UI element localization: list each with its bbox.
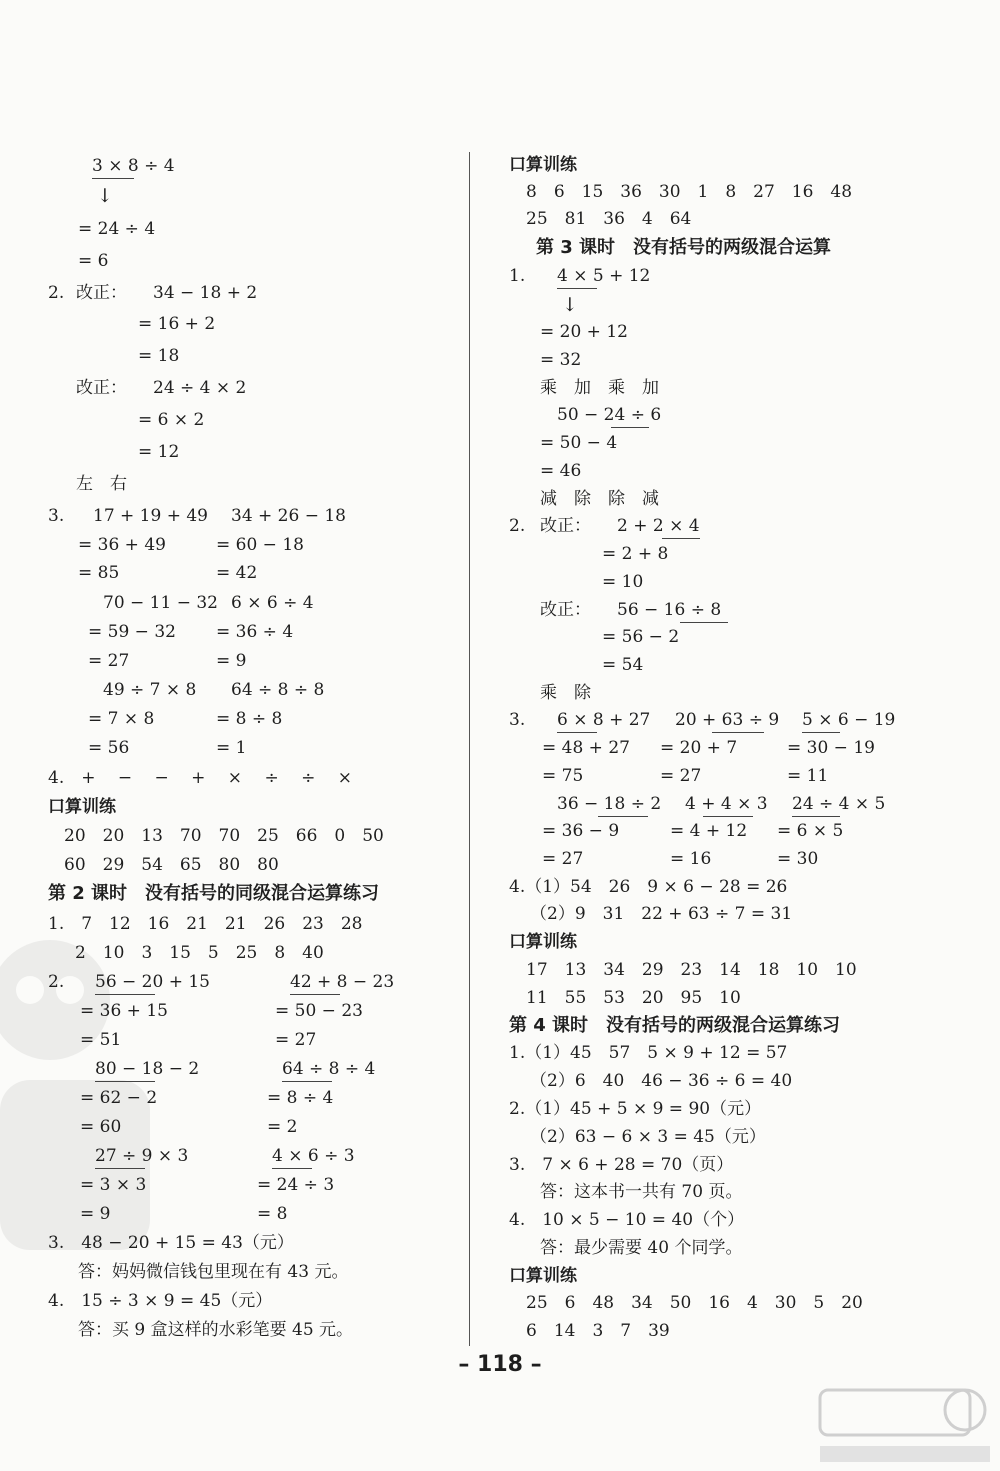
answer-line: = 54 <box>602 655 644 675</box>
section-heading: 口算训练 <box>509 932 577 952</box>
answer-line: 4. 15 ÷ 3 × 9 = 45（元） <box>48 1291 273 1311</box>
answer-line: = 24 ÷ 4 <box>78 219 156 239</box>
step-underline <box>662 538 700 539</box>
page-number: – 118 – <box>458 1352 542 1377</box>
section-heading: 第 4 课时 没有括号的两级混合运算练习 <box>509 1015 841 1036</box>
step-underline <box>703 816 753 817</box>
answer-line: 改正： <box>76 378 127 398</box>
answer-line: = 8 ÷ 8 <box>216 709 283 729</box>
answer-line: = 8 <box>257 1204 288 1224</box>
answer-line: = 6 × 5 <box>777 821 844 841</box>
answer-line: = 11 <box>787 766 829 786</box>
step-underline <box>557 288 597 289</box>
answer-line: 4.（1）54 26 9 × 6 − 28 = 26 <box>509 877 788 897</box>
answer-line: = 9 <box>80 1204 111 1224</box>
answer-line: 改正： <box>76 283 127 303</box>
section-heading: 第 2 课时 没有括号的同级混合运算练习 <box>48 883 380 904</box>
answer-line: = 1 <box>216 738 247 758</box>
step-underline <box>611 427 649 428</box>
answer-line: （2）9 31 22 + 63 ÷ 7 = 31 <box>530 904 793 924</box>
step-underline <box>272 1168 312 1169</box>
section-heading: 口算训练 <box>48 797 116 817</box>
step-underline <box>712 732 764 733</box>
step-underline <box>598 816 648 817</box>
answer-line: 24 ÷ 4 × 2 <box>153 378 247 398</box>
section-heading: 口算训练 <box>509 155 577 175</box>
step-underline <box>792 816 840 817</box>
answer-line: 乘 除 <box>540 683 591 703</box>
answer-line: 27 ÷ 9 × 3 <box>95 1146 189 1166</box>
answer-line: = 2 + 8 <box>602 544 669 564</box>
answer-line: = 51 <box>80 1030 122 1050</box>
answer-line: = 36 + 15 <box>80 1001 168 1021</box>
answer-line: 4 + 4 × 3 <box>685 794 768 814</box>
answer-line: = 46 <box>540 461 582 481</box>
answer-line: 3. 48 − 20 + 15 = 43（元） <box>48 1233 294 1253</box>
site-logo-watermark-icon <box>800 1380 1000 1471</box>
answer-line: 2 10 3 15 5 25 8 40 <box>75 943 324 963</box>
answer-line: = 27 <box>660 766 702 786</box>
answer-line: = 8 ÷ 4 <box>267 1088 334 1108</box>
answer-line: 60 29 54 65 80 80 <box>64 855 279 875</box>
step-underline <box>557 732 597 733</box>
answer-line: 11 55 53 20 95 10 <box>526 988 741 1008</box>
answer-line: = 48 + 27 <box>542 738 630 758</box>
answer-line: 4. 10 × 5 − 10 = 40（个） <box>509 1210 745 1230</box>
section-heading: 第 3 课时 没有括号的两级混合运算 <box>536 237 832 258</box>
answer-line: （2）63 − 6 × 3 = 45（元） <box>530 1127 766 1147</box>
answer-line: 答：妈妈微信钱包里现在有 43 元。 <box>78 1262 349 1282</box>
answer-line: 乘 加 乘 加 <box>540 378 659 398</box>
answer-line: = 20 + 7 <box>660 738 738 758</box>
down-arrow-icon: ↓ <box>562 294 578 316</box>
answer-line: = 3 × 3 <box>80 1175 147 1195</box>
answer-line: 25 81 36 4 64 <box>526 209 692 229</box>
answer-line: 6 × 6 ÷ 4 <box>231 593 314 613</box>
answer-line: = 50 − 4 <box>540 433 618 453</box>
answer-line: = 60 <box>80 1117 122 1137</box>
answer-line: = 27 <box>88 651 130 671</box>
answer-line: 2. <box>509 516 526 536</box>
section-heading: 口算训练 <box>509 1266 577 1286</box>
answer-line: 34 − 18 + 2 <box>153 283 258 303</box>
answer-line: = 56 <box>88 738 130 758</box>
step-underline <box>92 178 134 179</box>
answer-line: 2. <box>48 972 65 992</box>
answer-line: 17 13 34 29 23 14 18 10 10 <box>526 960 857 980</box>
answer-line: 答：这本书一共有 70 页。 <box>540 1182 743 1202</box>
answer-line: 8 6 15 36 30 1 8 27 16 48 <box>526 182 853 202</box>
down-arrow-icon: ↓ <box>97 185 113 207</box>
answer-line: = 9 <box>216 651 247 671</box>
answer-line: 6 × 8 + 27 <box>557 710 651 730</box>
answer-line: 25 6 48 34 50 16 4 30 5 20 <box>526 1293 863 1313</box>
answer-line: = 30 <box>777 849 819 869</box>
answer-line: （2）6 40 46 − 36 ÷ 6 = 40 <box>530 1071 793 1091</box>
answer-line: = 36 + 49 <box>78 535 166 555</box>
answer-line: 20 + 63 ÷ 9 <box>675 710 780 730</box>
answer-line: = 75 <box>542 766 584 786</box>
answer-line: = 20 + 12 <box>540 322 628 342</box>
answer-line: 左 右 <box>76 474 127 494</box>
answer-line: 24 ÷ 4 × 5 <box>792 794 886 814</box>
answer-line: 减 除 除 减 <box>540 489 659 509</box>
answer-line: = 12 <box>138 442 180 462</box>
answer-line: = 50 − 23 <box>275 1001 363 1021</box>
answer-line: = 32 <box>540 350 582 370</box>
answer-line: = 18 <box>138 346 180 366</box>
answer-line: = 85 <box>78 563 120 583</box>
answer-line: 50 − 24 ÷ 6 <box>557 405 662 425</box>
answer-line: 2. <box>48 283 65 303</box>
answer-line: 答：买 9 盒这样的水彩笔要 45 元。 <box>78 1320 354 1340</box>
step-underline <box>802 732 840 733</box>
answer-line: 56 − 20 + 15 <box>95 972 210 992</box>
answer-line: 改正： <box>540 516 591 536</box>
answer-line: = 42 <box>216 563 258 583</box>
answer-line: = 59 − 32 <box>88 622 176 642</box>
answer-line: = 36 ÷ 4 <box>216 622 294 642</box>
answer-line: 1. <box>509 266 526 286</box>
step-underline <box>282 1081 332 1082</box>
answer-line: = 36 − 9 <box>542 821 620 841</box>
answer-line: = 6 × 2 <box>138 410 205 430</box>
answer-line: 答：最少需要 40 个同学。 <box>540 1238 743 1258</box>
answer-line: 64 ÷ 8 ÷ 8 <box>231 680 325 700</box>
step-underline <box>95 994 155 995</box>
answer-line: 36 − 18 ÷ 2 <box>557 794 662 814</box>
answer-line: = 27 <box>542 849 584 869</box>
answer-line: = 16 + 2 <box>138 314 216 334</box>
answer-line: 70 − 11 − 32 <box>103 593 218 613</box>
answer-line: 2.（1）45 + 5 × 9 = 90（元） <box>509 1099 762 1119</box>
answer-line: 1.（1）45 57 5 × 9 + 12 = 57 <box>509 1043 788 1063</box>
answer-line: 64 ÷ 8 ÷ 4 <box>282 1059 376 1079</box>
answer-line: = 10 <box>602 572 644 592</box>
step-underline <box>680 622 728 623</box>
answer-line: 6 14 3 7 39 <box>526 1321 670 1341</box>
answer-line: = 60 − 18 <box>216 535 304 555</box>
answer-line: 改正： <box>540 600 591 620</box>
answer-line: 3. 7 × 6 + 28 = 70（页） <box>509 1155 734 1175</box>
answer-line: 34 + 26 − 18 <box>231 506 346 526</box>
answer-line: 20 20 13 70 70 25 66 0 50 <box>64 826 384 846</box>
answer-line: = 7 × 8 <box>88 709 155 729</box>
answer-line: 49 ÷ 7 × 8 <box>103 680 197 700</box>
answer-line: 3 × 8 ÷ 4 <box>92 156 175 176</box>
answer-line: 42 + 8 − 23 <box>290 972 395 992</box>
answer-line: = 16 <box>670 849 712 869</box>
step-underline <box>290 994 340 995</box>
answer-line: 2 + 2 × 4 <box>617 516 700 536</box>
answer-line: = 2 <box>267 1117 298 1137</box>
answer-line: = 56 − 2 <box>602 627 680 647</box>
answer-line: 5 × 6 − 19 <box>802 710 896 730</box>
step-underline <box>95 1168 145 1169</box>
answer-line: 3. <box>48 506 65 526</box>
column-divider <box>469 152 470 1346</box>
answer-line: 4. + − − + × ÷ ÷ × <box>48 768 352 788</box>
answer-line: 1. 7 12 16 21 21 26 23 28 <box>48 914 363 934</box>
answer-line: 4 × 5 + 12 <box>557 266 651 286</box>
answer-line: 3. <box>509 710 526 730</box>
answer-line: = 27 <box>275 1030 317 1050</box>
answer-line: = 6 <box>78 251 109 271</box>
answer-line: 4 × 6 ÷ 3 <box>272 1146 355 1166</box>
answer-line: = 4 + 12 <box>670 821 748 841</box>
answer-line: = 62 − 2 <box>80 1088 158 1108</box>
answer-line: 56 − 16 ÷ 8 <box>617 600 722 620</box>
answer-line: 17 + 19 + 49 <box>93 506 208 526</box>
answer-line: = 30 − 19 <box>787 738 875 758</box>
step-underline <box>95 1081 155 1082</box>
answer-line: 80 − 18 − 2 <box>95 1059 200 1079</box>
answer-line: = 24 ÷ 3 <box>257 1175 335 1195</box>
